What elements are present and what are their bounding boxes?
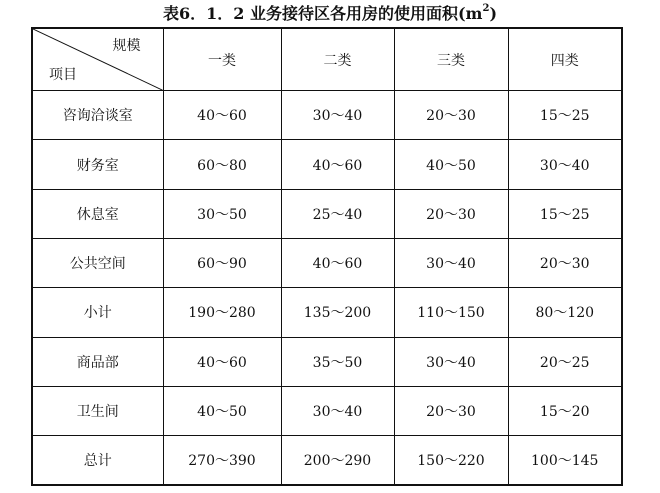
table-cell: 20～25	[508, 337, 622, 386]
caption-superscript: 2	[482, 2, 490, 14]
row-label: 咨询洽谈室	[32, 91, 163, 140]
table-cell: 15～25	[508, 91, 622, 140]
row-label: 休息室	[32, 189, 163, 238]
table-cell: 15～20	[508, 386, 622, 435]
corner-cell	[32, 28, 163, 91]
table-cell: 135～200	[281, 288, 394, 337]
table-cell: 20～30	[394, 386, 508, 435]
table-row	[32, 189, 622, 238]
caption-suffix: )	[489, 4, 498, 23]
table-cell: 40～60	[163, 91, 281, 140]
table-cell: 20～30	[394, 91, 508, 140]
table-cell: 15～25	[508, 189, 622, 238]
table-cell: 30～40	[281, 386, 394, 435]
caption-text: 表6．1．2 业务接待区各用房的使用面积(m	[162, 4, 483, 23]
table-cell: 40～60	[163, 337, 281, 386]
row-label: 小计	[32, 288, 163, 337]
table-cell: 40～50	[394, 140, 508, 189]
row-label: 商品部	[32, 337, 163, 386]
table-cell: 40～50	[163, 386, 281, 435]
column-header: 二类	[281, 28, 394, 91]
table-row	[32, 288, 622, 337]
table-cell: 100～145	[508, 436, 622, 485]
table-row	[32, 436, 622, 485]
table-cell: 20～30	[394, 189, 508, 238]
table-row	[32, 91, 622, 140]
area-table	[31, 27, 623, 486]
column-header: 三类	[394, 28, 508, 91]
column-header: 一类	[163, 28, 281, 91]
table-row	[32, 140, 622, 189]
table-row	[32, 238, 622, 287]
table-cell: 30～40	[394, 238, 508, 287]
row-label: 公共空间	[32, 238, 163, 287]
table-cell: 25～40	[281, 189, 394, 238]
header-row	[32, 28, 622, 91]
table-cell: 35～50	[281, 337, 394, 386]
table-cell: 40～60	[281, 238, 394, 287]
table-cell: 20～30	[508, 238, 622, 287]
corner-scale-label: 规模	[112, 38, 141, 54]
table-row	[32, 386, 622, 435]
table-cell: 200～290	[281, 436, 394, 485]
table-caption	[0, 3, 660, 25]
table-cell: 60～80	[163, 140, 281, 189]
corner-item-label: 项目	[49, 67, 77, 84]
table-cell: 60～90	[163, 238, 281, 287]
table-cell: 270～390	[163, 436, 281, 485]
table-cell: 150～220	[394, 436, 508, 485]
table-cell: 40～60	[281, 140, 394, 189]
table-cell: 190～280	[163, 288, 281, 337]
table-cell: 30～50	[163, 189, 281, 238]
row-label: 卫生间	[32, 386, 163, 435]
row-label: 财务室	[32, 140, 163, 189]
table-cell: 30～40	[394, 337, 508, 386]
row-label: 总计	[32, 436, 163, 485]
column-header: 四类	[508, 28, 622, 91]
table-cell: 30～40	[281, 91, 394, 140]
table-cell: 30～40	[508, 140, 622, 189]
table-cell: 80～120	[508, 288, 622, 337]
table-cell: 110～150	[394, 288, 508, 337]
table-row	[32, 337, 622, 386]
